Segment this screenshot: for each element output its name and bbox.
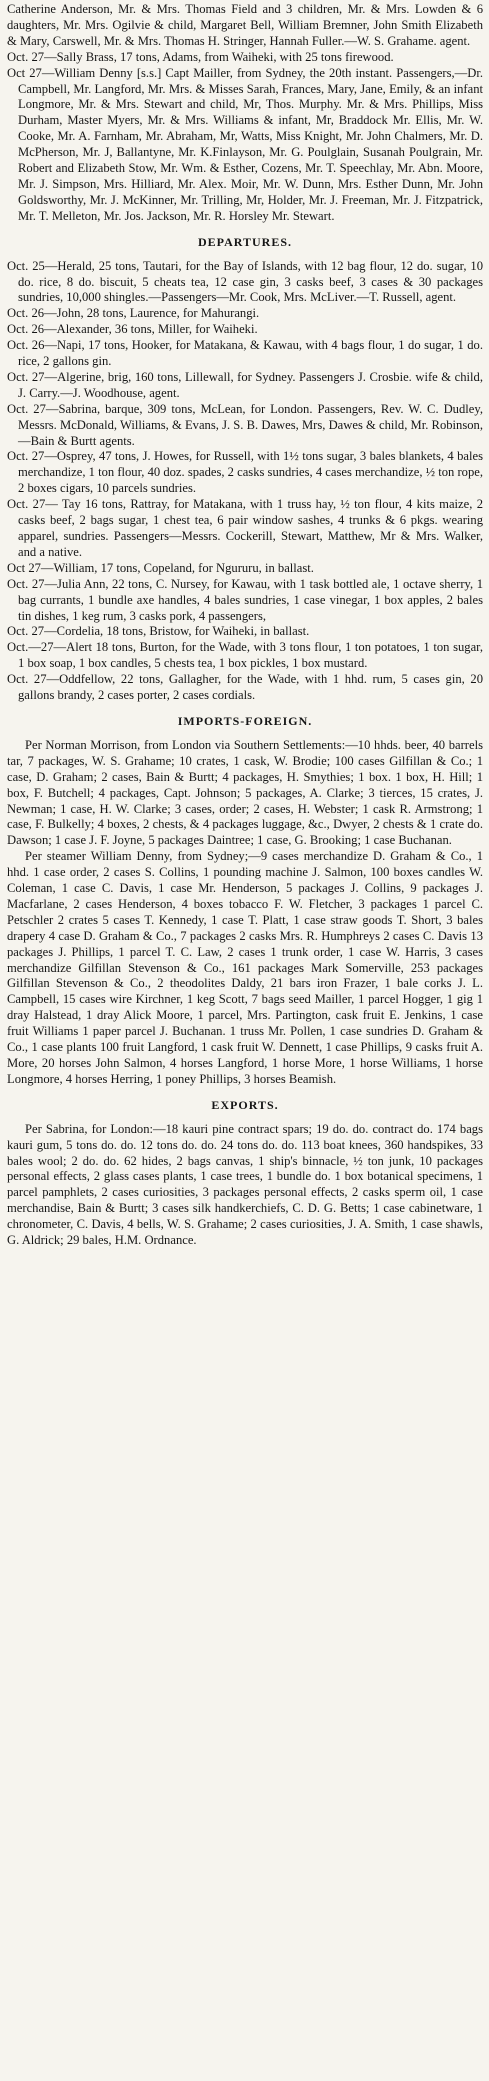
import-entry: Per steamer William Denny, from Sydney;—9 cases merchandize D. Graham & Co., 1 hhd. 1 case order, 2 cases S. Collins, 1 pounding machine J. Salmon, 100 boxes candles W. Coleman, 1 case C. Davis, 1 case Mr. Henderson, 5 packages J. Collins, 9 packages J. Macfarlane, 2 cases Henderson, 4 boxes tobacco F. W. Fletcher, 3 packages 1 parcel C. Petschler 2 crates 5 cases T. Kennedy, 1 case T. Platt, 1 case straw goods T. Short, 3 bales drapery 4 case D. Graham & Co., 7 packages 2 casks Mrs. R. Humphreys 2 cases C. Davis 13 packages J. Phillips, 1 parcel T. C. Law, 2 cases 1 trunk order, 1 case W. Harris, 3 cases merchandize Gilfillan Stevenson & Co., 161 packages Mark Somerville, 253 packages Gilfillan Stevenson & Co., 2 theodolites Daldy, 21 bars iron Frazer, 1 bale corks J. L. Campbell, 15 cases wire Kirchner, 1 keg Scott, 7 bags seed Mailler, 1 parcel Hogger, 1 gig 1 dray Halstead, 1 dray Alick Moore, 1 parcel, Mrs. Partington, cask fruit E. Jenkins, 1 case fruit Williams 1 paper parcel J. Buchanan. 1 truss Mr. Pollen, 1 case sundries D. Graham & Co., 1 case plants 100 fruit Langford, 1 cask fruit W. Dennett, 1 case Phillips, 9 casks fruit A. More, 20 horses John Salmon, 4 horses Langford, 1 horse More, 1 horse Williams, 1 horse Longmore, 4 horses Herring, 1 poney Phillips, 3 horses Beamish. — [7, 849, 483, 1086]
departure-entry: Oct. 27—Cordelia, 18 tons, Bristow, for Waiheki, in ballast. — [7, 624, 310, 639]
departures-heading: DEPARTURES. — [197, 234, 293, 249]
departure-entry: Oct. 27—Sabrina, barque, 309 tons, McLean, for London. Passengers, Rev. W. C. Dudley, Messrs. McDonald, Williams, & Evans, J. S. B. Dawes, Mrs, Dawes & child, Mr. Robinson,—Bain & Burtt agents. — [7, 401, 483, 448]
exports-section — [7, 1122, 483, 1249]
departures-section — [7, 259, 483, 704]
arrival-entry: Oct 27—William Denny [s.s.] Capt Mailler, from Sydney, the 20th instant. Passengers,—Dr. Campbell, Mr. Langford, Mr. Mrs. & Misses Sarah, Frances, Mary, Jane, Emily, & an infant Longmore, Mr. & Mrs. Stewart and child, Mr, Thos. Murphy. Mr. & Mrs. Phillips, Miss Durham, Master Myers, Mr. & Mrs. Williams & infant, Mr, Braddock Mr. Ellis, Mr. W. Cooke, Mr. A. Farnham, Mr. Abraham, Mr, Watts, Miss Knight, Mr. John Chalmers, Mr. D. McPherson, Mr. J, Ballantyne, Mr. K.Finlayson, Mr. G. Poulglain, Susanah Poulgrain, Mr. Robert and Elizabeth Stow, Mr. Wm. & Esther, Cozens, Mr. T. Speechlay, Mr. Abn. Moore, Mr. J. Simpson, Mrs. Hilliard, Mr. Alex. Moir, Mr. W. Dunn, Mrs. Esther Dunn, Mr. John Goldsworthy, Mr. J. McKinner, Mr. Trilling, Mr, Holder, Mr. J. Freeman, Mr. J. Fitzpatrick, Mr. T. Melleton, Mr. Jos. Jackson, Mr. R. Horsley Mr. Stewart. — [7, 65, 483, 223]
departure-entry: Oct. 27— Tay 16 tons, Rattray, for Matakana, with 1 truss hay, ½ ton flour, 4 kits maize, 2 casks beef, 2 bags sugar, 1 chest tea, 6 pair window sashes, 4 trunks & 6 pkgs. wearing apparel, sundries. Passengers—Messrs. Cockerill, Stewart, Matthew, Mr & Mrs. Walker, and a native. — [7, 497, 483, 559]
exports-heading: EXPORTS. — [211, 1097, 279, 1112]
import-entry: Per Norman Morrison, from London via Southern Settlements:—10 hhds. beer, 40 barrels tar, 7 packages, W. S. Grahame; 10 crates, 1 cask, W. Brodie; 100 cases Gilfillan & Co.; 1 case, D. Graham; 2 cases, Bain & Burtt; 4 packages, H. Smythies; 1 box. 1 box, H. Hill; 1 box, F. Butchell; 4 packages, Capt. Johnson; 5 packages, A. Clarke; 3 tierces, 15 crates, J. Newman; 1 case, H. W. Clarke; 3 cases, order; 2 cases, H. Webster; 1 cask R. Armstrong; 1 case, F. Bulkelly; 4 boxes, 2 chests, & 4 packages luggage, &c., Dwyer, 2 chests & 1 crate do. Dawson; 1 case J. F. Joyne, 5 packages Daintree; 1 case, G. Brooking; 1 case Buchanan. — [7, 737, 483, 848]
departure-entry: Oct 27—William, 17 tons, Copeland, for Ngururu, in ballast. — [7, 560, 314, 575]
departure-entry: Oct. 26—Napi, 17 tons, Hooker, for Matakana, & Kawau, with 4 bags flour, 1 do sugar, 1 do. rice, 2 gallons gin. — [7, 338, 483, 369]
imports-heading: IMPORTS-FOREIGN. — [177, 713, 313, 728]
departure-entry: Oct.—27—Alert 18 tons, Burton, for the Wade, with 3 tons flour, 1 ton potatoes, 1 ton sugar, 1 box soap, 1 box candles, 5 chests tea, 1 box pickles, 1 box mustard. — [7, 640, 483, 671]
departure-entry: Oct. 27—Osprey, 47 tons, J. Howes, for Russell, with 1½ tons sugar, 3 bales blankets, 4 bales merchandize, 1 ton flour, 40 doz. spades, 2 casks sundries, 4 cases merchandize, ½ ton rope, 2 boxes cigars, 10 parcels sundries. — [7, 449, 483, 496]
departure-entry: Oct. 27—Oddfellow, 22 tons, Gallagher, for the Wade, with 1 hhd. rum, 5 cases gin, 20 gallons brandy, 2 cases porter, 2 cases cordials. — [7, 672, 483, 703]
departure-entry: Oct. 26—John, 28 tons, Laurence, for Mahurangi. — [7, 306, 260, 321]
imports-section — [7, 738, 483, 1088]
arrivals-section — [7, 2, 483, 225]
export-entry: Per Sabrina, for London:—18 kauri pine contract spars; 19 do. do. contract do. 174 bags kauri gum, 5 tons do. do. 12 tons do. do. 24 tons do. do. 113 boat knees, 360 handspikes, 33 bales wool; 2 do. do. 62 hides, 2 bags canvas, 1 ship's binnacle, ½ ton junk, 10 packages personal effects, 2 glass cases plants, 1 case trees, 1 bundle do. 1 box botanical specimens, 1 parcel pamphlets, 2 cases curiosities, 3 packages personal effects, 2 casks sperm oil, 1 case merchandise, Bain & Burtt; 3 cases silk handkerchiefs, C. D. G. Betts; 1 case cabinetware, 1 chronometer, C. Davis, 4 bells, W. S. Grahame; 2 cases curiosities, J. A. Smith, 1 case shawls, G. Aldrick; 29 bales, H.M. Ordnance. — [7, 1121, 483, 1248]
departure-entry: Oct. 27—Algerine, brig, 160 tons, Lillewall, for Sydney. Passengers J. Crosbie. wife & child, J. Carry.—J. Woodhouse, agent. — [7, 369, 483, 400]
departure-entry: Oct. 26—Alexander, 36 tons, Miller, for Waiheki. — [7, 322, 258, 337]
arrival-entry: Catherine Anderson, Mr. & Mrs. Thomas Field and 3 children, Mr. & Mrs. Lowden & 6 daughters, Mr. Mrs. Ogilvie & child, Margaret Bell, William Bremner, John Smith Elizabeth & Mary, Carswell, Mr. & Mrs. Thomas H. Stringer, Hannah Fuller.—W. S. Grahame. agent. — [7, 2, 483, 48]
departure-entry: Oct. 25—Herald, 25 tons, Tautari, for the Bay of Islands, with 12 bag flour, 12 do. sugar, 10 do. rice, 8 do. biscuit, 5 cheats tea, 12 case gin, 3 casks beef, 3 cases & 30 packages sundries, 10,000 shingles.—Passengers—Mr. Cook, Mrs. McLiver.—T. Russell, agent. — [7, 258, 483, 305]
departure-entry: Oct. 27—Julia Ann, 22 tons, C. Nursey, for Kawau, with 1 task bottled ale, 1 octave sherry, 1 bag currants, 1 bundle axe handles, 4 bales sundries, 1 case vinegar, 1 box apples, 2 bales tin dishes, 1 keg rum, 3 casks pork, 4 passengers, — [7, 576, 483, 623]
arrival-entry: Oct. 27—Sally Brass, 17 tons, Adams, from Waiheki, with 25 tons firewood. — [7, 49, 394, 64]
